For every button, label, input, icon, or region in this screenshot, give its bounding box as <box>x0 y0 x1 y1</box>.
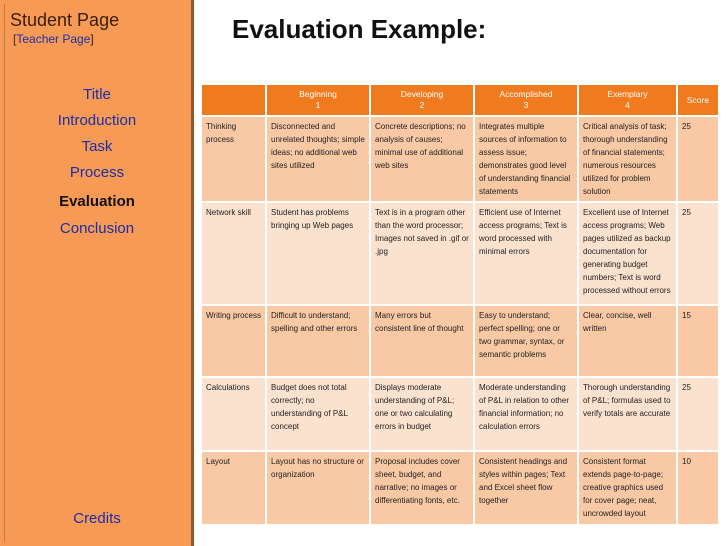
cell-developing: Text is in a program other than the word processor; Images not saved in .gif or .jpg <box>371 203 473 304</box>
cell-criterion: Thinking process <box>202 117 265 201</box>
cell-accomplished: Easy to understand; perfect spelling; one or two grammar, syntax, or semantic problems <box>475 306 577 376</box>
cell-exemplary: Critical analysis of task; thorough understanding of financial statements; numerous resources utilized for problem solution <box>579 117 676 201</box>
cell-criterion: Network skill <box>202 203 265 304</box>
bracket-close: ] <box>90 32 94 46</box>
cell-criterion: Calculations <box>202 378 265 450</box>
nav-task[interactable]: Task <box>81 138 113 155</box>
header-number: 1 <box>315 100 321 110</box>
cell-exemplary: Consistent format extends page-to-page; creative graphics used for cover page; neat, uncrowded layout <box>579 452 676 524</box>
cell-score: 25 <box>678 117 718 201</box>
cell-developing: Proposal includes cover sheet, budget, and narrative; no images or differentiating fonts, etc. <box>371 452 473 524</box>
nav-process[interactable]: Process <box>69 164 125 181</box>
cell-accomplished: Efficient use of Internet access programs; Text is word processed with minimal errors <box>475 203 577 304</box>
cell-accomplished: Consistent headings and styles within pages; Text and Excel sheet flow together <box>475 452 577 524</box>
nav-title[interactable]: Title <box>83 86 111 103</box>
table-row <box>202 452 718 524</box>
cell-score: 15 <box>678 306 718 376</box>
cell-beginning: Budget does not total correctly; no understanding of P&L concept <box>267 378 369 450</box>
teacher-page-link[interactable]: Teacher Page <box>16 32 91 46</box>
nav-credits[interactable]: Credits <box>73 510 121 527</box>
header-beginning <box>267 85 369 115</box>
cell-score: 25 <box>678 203 718 304</box>
table-row <box>202 203 718 304</box>
header-developing <box>371 85 473 115</box>
sidebar-title: Student Page <box>10 10 120 30</box>
cell-criterion: Writing process <box>202 306 265 376</box>
cell-beginning: Disconnected and unrelated thoughts; simple ideas; no additional web sites utilized <box>267 117 369 201</box>
cell-beginning: Student has problems bringing up Web pages <box>267 203 369 304</box>
cell-exemplary: Thorough understanding of P&L; formulas used to verify totals are accurate <box>579 378 676 450</box>
page-title: Evaluation Example: <box>232 14 487 44</box>
nav-introduction[interactable]: Introduction <box>57 112 137 129</box>
header-number: 2 <box>419 100 425 110</box>
cell-beginning: Layout has no structure or organization <box>267 452 369 524</box>
cell-exemplary: Clear, concise, well written <box>579 306 676 376</box>
header-number: 4 <box>625 100 630 110</box>
header-criterion <box>202 85 265 115</box>
header-label: Developing <box>400 89 444 99</box>
cell-score: 25 <box>678 378 718 450</box>
sidebar <box>0 0 194 546</box>
header-exemplary <box>579 85 676 115</box>
header-accomplished <box>475 85 577 115</box>
nav-evaluation[interactable]: Evaluation <box>59 193 135 210</box>
cell-accomplished: Integrates multiple sources of information to assess issue; demonstrates good level of understanding financial statements <box>475 117 577 201</box>
cell-developing: Concrete descriptions; no analysis of causes; minimal use of additional web sites <box>371 117 473 201</box>
table-row <box>202 117 718 201</box>
sidebar-subtitle <box>13 32 94 46</box>
cell-accomplished: Moderate understanding of P&L in relation to other financial information; no calculation errors <box>475 378 577 450</box>
sidebar-edge <box>4 4 187 542</box>
table-row <box>202 378 718 450</box>
table-row <box>202 306 718 376</box>
header-number: 3 <box>523 100 529 110</box>
cell-score: 10 <box>678 452 718 524</box>
rubric-table <box>200 83 720 526</box>
header-label: Accomplished <box>499 89 553 99</box>
cell-criterion: Layout <box>202 452 265 524</box>
nav-conclusion[interactable]: Conclusion <box>59 220 135 237</box>
cell-exemplary: Excellent use of Internet access programs; Web pages utilized as backup documentation for generating budget numbers; Text is word processed without errors <box>579 203 676 304</box>
header-score: Score <box>678 85 718 115</box>
cell-developing: Many errors but consistent line of thought <box>371 306 473 376</box>
cell-beginning: Difficult to understand; spelling and other errors <box>267 306 369 376</box>
header-label: Exemplary <box>607 89 648 99</box>
cell-developing: Displays moderate understanding of P&L; one or two calculating errors in budget <box>371 378 473 450</box>
header-label: Beginning <box>299 89 337 99</box>
bracket-open: [ <box>13 32 17 46</box>
header-row <box>202 85 718 115</box>
